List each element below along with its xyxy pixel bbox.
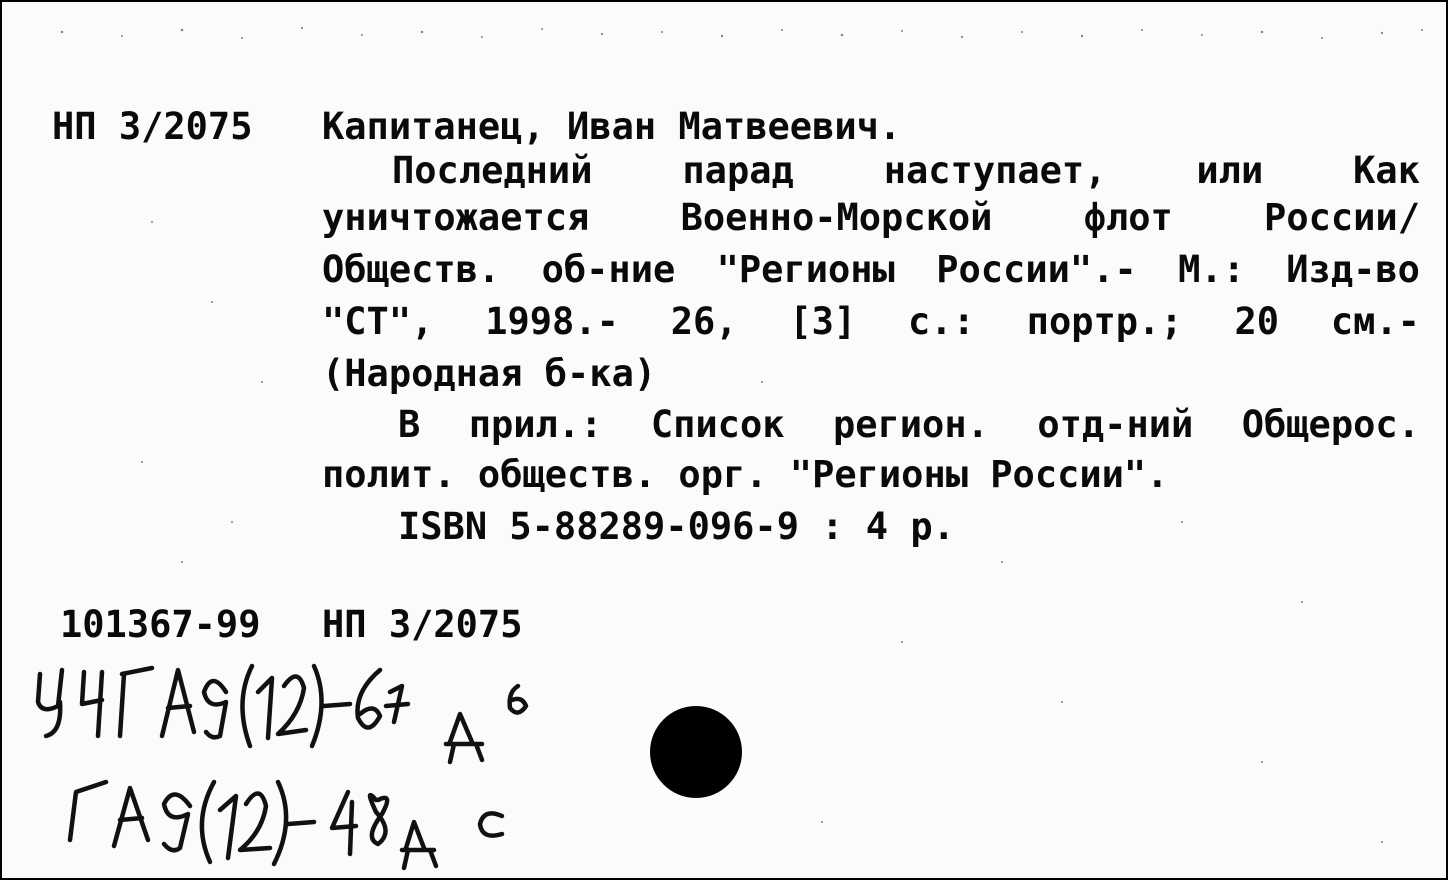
isbn-line: ISBN 5-88289-096-9 : 4 р. bbox=[398, 505, 955, 548]
accession-shelfmark: НП 3/2075 bbox=[322, 603, 523, 646]
description-word: 1998.- bbox=[485, 300, 619, 343]
note-word: В bbox=[398, 403, 421, 446]
description-word: [3] bbox=[789, 300, 857, 343]
accession-number: 101367-99 bbox=[60, 603, 261, 646]
description-word: 20 bbox=[1234, 300, 1279, 343]
note-word: Список bbox=[650, 403, 785, 446]
title-word: Как bbox=[1353, 149, 1420, 192]
imprint-word: Обществ. bbox=[322, 248, 501, 291]
title-word: Военно-Морской bbox=[680, 196, 993, 239]
description-word: 26, bbox=[670, 300, 738, 343]
punched-hole bbox=[650, 706, 742, 798]
series-line: (Народная б-ка) bbox=[322, 352, 657, 395]
title-word: Последний bbox=[392, 149, 593, 192]
title-word: флот bbox=[1083, 196, 1173, 239]
description-word: "СТ", bbox=[322, 300, 434, 343]
title-word: уничтожается bbox=[322, 196, 590, 239]
imprint-word: "Регионы bbox=[716, 248, 895, 291]
title-word: наступает, bbox=[883, 149, 1107, 192]
note-word: отд-ний bbox=[1037, 403, 1194, 446]
note-word: Общерос. bbox=[1241, 403, 1420, 446]
title-word: или bbox=[1196, 149, 1264, 192]
imprint-word: об-ние bbox=[541, 248, 676, 291]
title-word: парад bbox=[682, 149, 794, 192]
imprint-word: Изд-во bbox=[1286, 248, 1420, 291]
description-word: см.- bbox=[1330, 300, 1420, 343]
imprint-word: М.: bbox=[1178, 248, 1245, 291]
note-word: прил.: bbox=[468, 403, 603, 446]
title-word: России/ bbox=[1264, 196, 1420, 239]
imprint-word: России".- bbox=[936, 248, 1137, 291]
note-line-2: полит. обществ. орг. "Регионы России". bbox=[322, 453, 1169, 496]
shelfmark: НП 3/2075 bbox=[52, 105, 253, 148]
author-heading: Капитанец, Иван Матвеевич. bbox=[322, 105, 902, 148]
note-word: регион. bbox=[832, 403, 989, 446]
description-word: с.: bbox=[908, 300, 975, 343]
description-word: портр.; bbox=[1026, 300, 1183, 343]
